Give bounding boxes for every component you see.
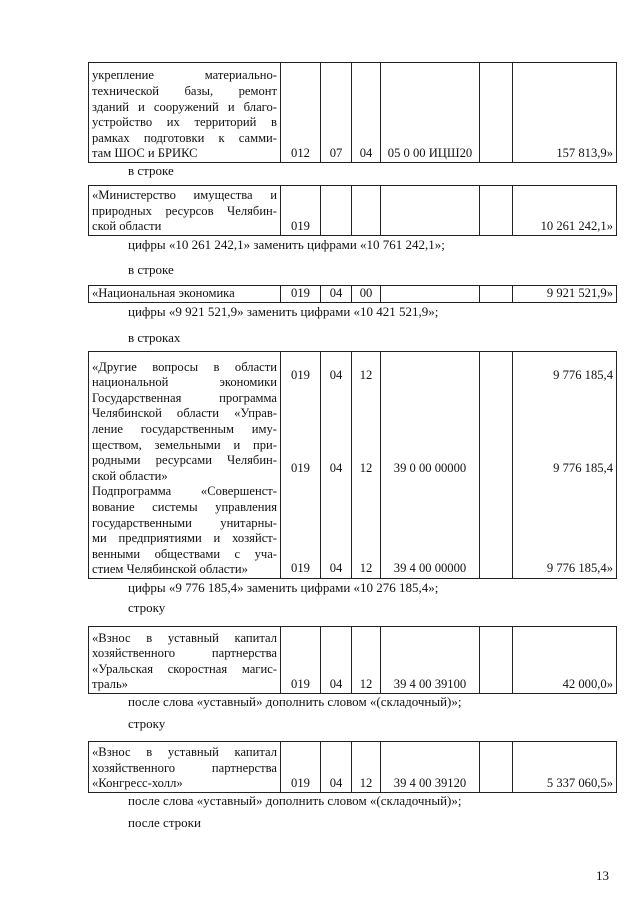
vr-cell (480, 286, 513, 303)
rz-cell: 04 (321, 627, 352, 694)
budget-table-5 (88, 626, 617, 694)
table-row (89, 627, 617, 694)
csr-cell: 39 4 00 39100 (381, 627, 480, 694)
row-name: «Взнос в уставный капитал хозяйственного партнерства «Конгресс-холл» (89, 742, 281, 793)
pr-cell: 12 (352, 742, 381, 793)
instruction-text: строку (128, 716, 166, 731)
csr-cell (381, 186, 480, 236)
instruction-text: цифры «9 921 521,9» заменить цифрами «10 421 521,9»; (128, 304, 439, 319)
pr-cell: 12 12 12 (352, 352, 381, 579)
vr-cell (480, 186, 513, 236)
sum-cell: 157 813,9» (513, 63, 617, 163)
table-row (89, 742, 617, 793)
sum-cell: 42 000,0» (513, 627, 617, 694)
sum-cell: 9 776 185,4 9 776 185,4 9 776 185,4» (513, 352, 617, 579)
table-row (89, 186, 617, 236)
rz-cell: 07 (321, 63, 352, 163)
instruction-text: после слова «уставный» дополнить словом «(складочный)»; (128, 694, 462, 709)
pr-cell: 12 (352, 627, 381, 694)
instruction-text: после строки (128, 815, 201, 830)
rz-cell (321, 186, 352, 236)
csr-cell: 05 0 00 ИЦШ20 (381, 63, 480, 163)
sum-cell: 10 261 242,1» (513, 186, 617, 236)
row-name: «Национальная экономика (89, 286, 281, 303)
budget-table-1 (88, 62, 617, 163)
instruction-text: после слова «уставный» дополнить словом «(складочный)»; (128, 793, 462, 808)
pr-cell: 04 (352, 63, 381, 163)
row-name: укрепление материально- технической базы, ремонт зданий и сооружений и благо- устройство их территорий в рамках подготовки к самми- там ШОС и БРИКС (89, 63, 281, 163)
vr-cell (480, 352, 513, 579)
row-name: «Министерство имущества и природных ресурсов Челябин- ской области (89, 186, 281, 236)
sum-cell: 9 921 521,9» (513, 286, 617, 303)
csr-cell (381, 286, 480, 303)
budget-table-2 (88, 185, 617, 236)
instruction-text: строку (128, 600, 166, 615)
table-row (89, 63, 617, 163)
csr-cell: 39 4 00 39120 (381, 742, 480, 793)
instruction-text: цифры «10 261 242,1» заменить цифрами «10 761 242,1»; (128, 237, 445, 252)
vr-cell (480, 742, 513, 793)
sum-cell: 5 337 060,5» (513, 742, 617, 793)
rz-cell: 04 04 04 (321, 352, 352, 579)
table-row (89, 286, 617, 303)
budget-table-6 (88, 741, 617, 793)
instruction-text: в строке (128, 262, 174, 277)
row-name: «Другие вопросы в области национальной экономики Государственная программа Челябинской области «Управ- ление государственным иму- ществом, земельными и при- родными ресурсами Челябин- ской области» Подпрограмма «Совершенст- вование системы управления государственными унитарны- ми предприятиями и хозяйст- венными обществами с уча- стием Челябинской области» (89, 352, 281, 579)
vr-cell (480, 63, 513, 163)
pr-cell: 00 (352, 286, 381, 303)
rz-cell: 04 (321, 742, 352, 793)
ved-cell: 019 (281, 186, 321, 236)
page-number: 13 (596, 868, 609, 883)
ved-cell: 019 019 019 (281, 352, 321, 579)
rz-cell: 04 (321, 286, 352, 303)
budget-table-3 (88, 285, 617, 303)
ved-cell: 019 (281, 286, 321, 303)
instruction-text: в строках (128, 330, 181, 345)
table-row (89, 352, 617, 579)
vr-cell (480, 627, 513, 694)
ved-cell: 019 (281, 742, 321, 793)
instruction-text: в строке (128, 163, 174, 178)
row-name: «Взнос в уставный капитал хозяйственного партнерства «Уральская скоростная магис- траль» (89, 627, 281, 694)
ved-cell: 012 (281, 63, 321, 163)
budget-table-4 (88, 351, 617, 579)
ved-cell: 019 (281, 627, 321, 694)
instruction-text: цифры «9 776 185,4» заменить цифрами «10 276 185,4»; (128, 580, 439, 595)
csr-cell: 39 0 00 00000 39 4 00 00000 (381, 352, 480, 579)
pr-cell (352, 186, 381, 236)
